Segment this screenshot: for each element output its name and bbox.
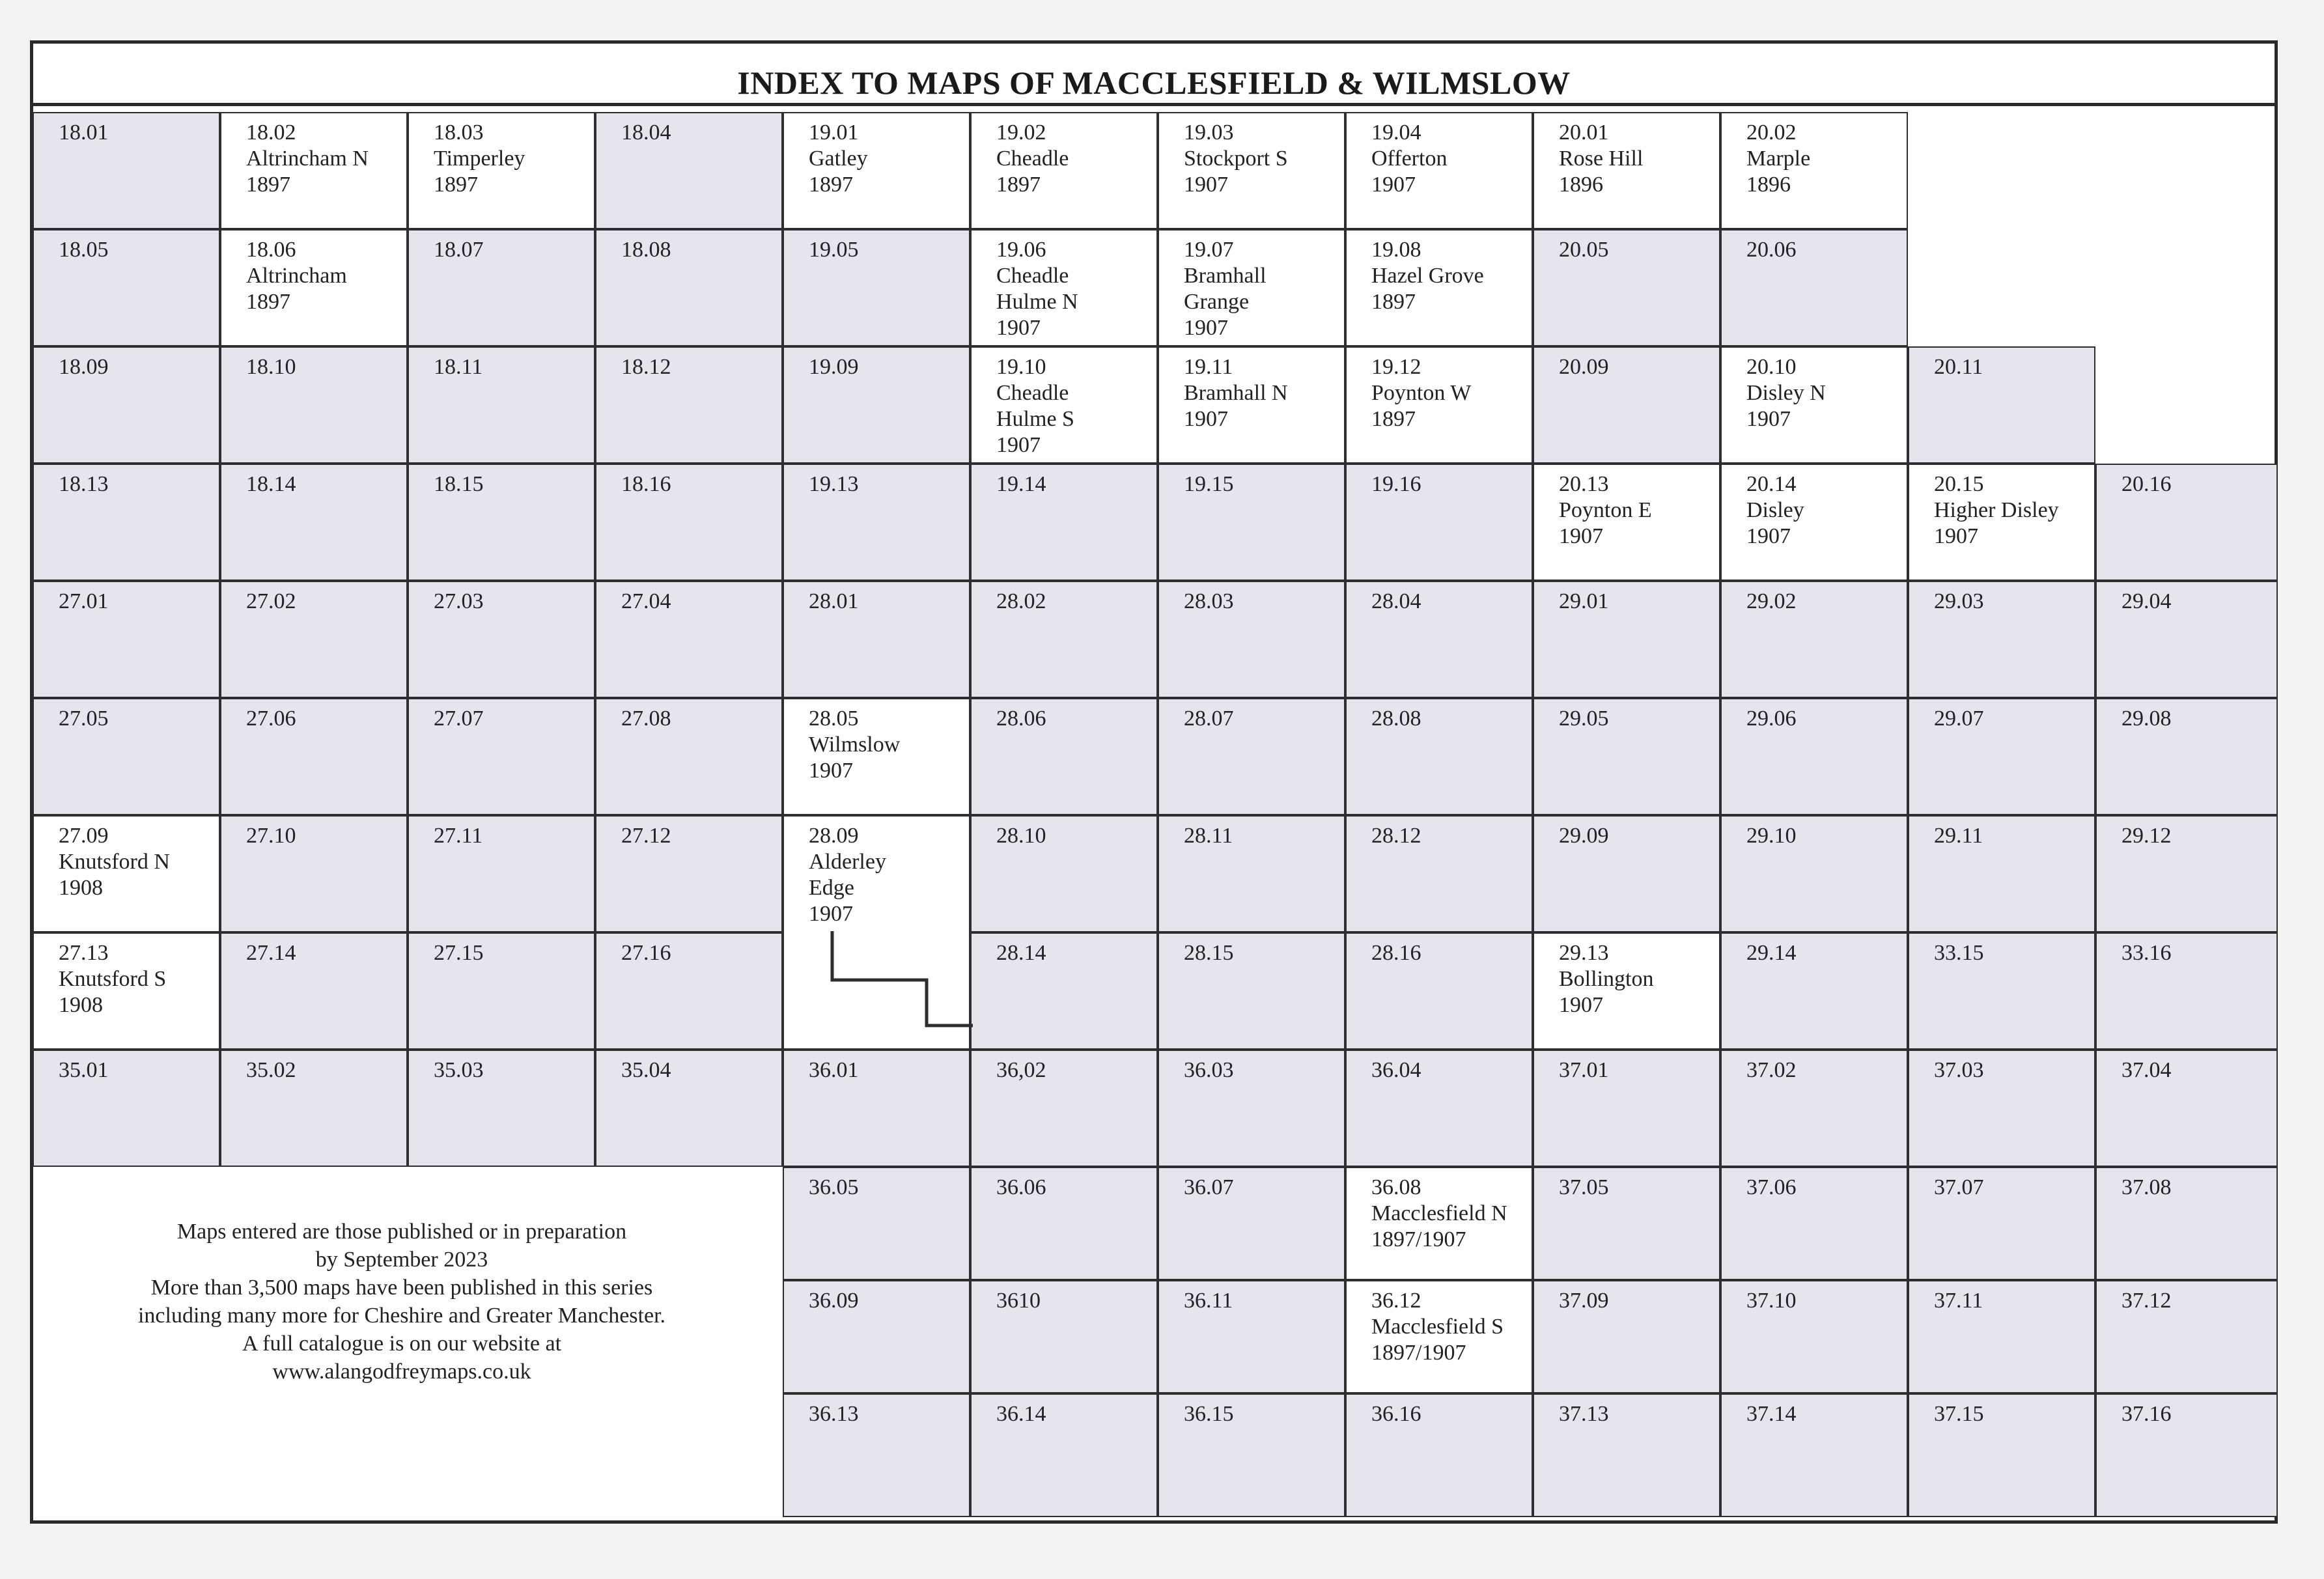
sheet-number: 29.03 bbox=[1934, 589, 1984, 613]
sheet-place-name: Knutsford N bbox=[59, 850, 170, 874]
sheet-place-name: Altrincham N bbox=[246, 147, 369, 171]
sheet-number: 37.12 bbox=[2121, 1289, 2172, 1313]
sheet-number: 28.05 bbox=[809, 706, 859, 731]
sheet-number: 36.07 bbox=[1184, 1175, 1234, 1199]
sheet-place-name: Bramhall N bbox=[1184, 381, 1288, 405]
sheet-number: 37.08 bbox=[2121, 1175, 2172, 1199]
sheet-number: 37.10 bbox=[1746, 1289, 1797, 1313]
sheet-number: 35.03 bbox=[434, 1058, 484, 1082]
sheet-number: 37.07 bbox=[1934, 1175, 1984, 1199]
sheet-number: 27.01 bbox=[59, 589, 109, 613]
sheet-number: 19.15 bbox=[1184, 472, 1234, 496]
sheet-number: 35.04 bbox=[621, 1058, 671, 1082]
sheet-number: 19.07 bbox=[1184, 238, 1234, 262]
sheet-number: 36.15 bbox=[1184, 1402, 1234, 1426]
sheet-number: 20.09 bbox=[1559, 355, 1609, 379]
sheet-number: 18.08 bbox=[621, 238, 671, 262]
sheet-number: 27.02 bbox=[246, 589, 296, 613]
sheet-number: 36.12 bbox=[1371, 1289, 1421, 1313]
sheet-number: 29.05 bbox=[1559, 706, 1609, 731]
sheet-number: 36.05 bbox=[809, 1175, 859, 1199]
sheet-number: 27.14 bbox=[246, 941, 296, 965]
sheet-year: 1897 bbox=[1371, 407, 1416, 431]
sheet-place-name: Offerton bbox=[1371, 147, 1448, 171]
map-title: INDEX TO MAPS OF MACCLESFIELD & WILMSLOW bbox=[737, 64, 1571, 101]
sheet-number: 36.01 bbox=[809, 1058, 859, 1082]
sheet-number: 28.09 bbox=[809, 824, 859, 848]
sheet-number: 37.04 bbox=[2121, 1058, 2172, 1082]
sheet-place-name: Macclesfield N bbox=[1371, 1201, 1507, 1225]
sheet-number: 29.01 bbox=[1559, 589, 1609, 613]
sheet-place-name: Stockport S bbox=[1184, 147, 1288, 171]
sheet-number: 29.06 bbox=[1746, 706, 1797, 731]
sheet-place-name: Hazel Grove bbox=[1371, 264, 1484, 288]
sheet-year: 1896 bbox=[1746, 173, 1791, 197]
sheet-number: 29.07 bbox=[1934, 706, 1984, 731]
sheet-number: 20.11 bbox=[1934, 355, 1983, 379]
sheet-number: 29.09 bbox=[1559, 824, 1609, 848]
sheet-number: 20.05 bbox=[1559, 238, 1609, 262]
sheet-number: 28.11 bbox=[1184, 824, 1233, 848]
sheet-number: 27.10 bbox=[246, 824, 296, 848]
sheet-place-name: Gatley bbox=[809, 147, 868, 171]
sheet-place-name: Hulme S bbox=[996, 407, 1074, 431]
sheet-number: 28.16 bbox=[1371, 941, 1421, 965]
sheet-number: 36.03 bbox=[1184, 1058, 1234, 1082]
sheet-number: 18.03 bbox=[434, 120, 484, 145]
sheet-year: 1907 bbox=[996, 433, 1041, 457]
sheet-number: 36.11 bbox=[1184, 1289, 1233, 1313]
sheet-number: 29.10 bbox=[1746, 824, 1797, 848]
sheet-number: 36.13 bbox=[809, 1402, 859, 1426]
sheet-year: 1908 bbox=[59, 876, 103, 900]
sheet-number: 20.01 bbox=[1559, 120, 1609, 145]
sheet-place-name: Edge bbox=[809, 876, 854, 900]
sheet-place-name: Disley N bbox=[1746, 381, 1826, 405]
sheet-place-name: Poynton E bbox=[1559, 498, 1652, 522]
sheet-number: 19.01 bbox=[809, 120, 859, 145]
sheet-number: 35.02 bbox=[246, 1058, 296, 1082]
sheet-number: 29.13 bbox=[1559, 941, 1609, 965]
sheet-number: 37.03 bbox=[1934, 1058, 1984, 1082]
sheet-number: 27.12 bbox=[621, 824, 671, 848]
sheet-year: 1896 bbox=[1559, 173, 1603, 197]
sheet-number: 37.09 bbox=[1559, 1289, 1609, 1313]
sheet-place-name: Wilmslow bbox=[809, 733, 901, 757]
sheet-number: 18.13 bbox=[59, 472, 109, 496]
sheet-number: 36.06 bbox=[996, 1175, 1046, 1199]
sheet-number: 19.05 bbox=[809, 238, 859, 262]
sheet-number: 29.11 bbox=[1934, 824, 1983, 848]
sheet-year: 1907 bbox=[1559, 993, 1603, 1017]
sheet-number: 18.14 bbox=[246, 472, 296, 496]
sheet-year: 1907 bbox=[1746, 524, 1791, 548]
sheet-number: 28.07 bbox=[1184, 706, 1234, 731]
note-line: by September 2023 bbox=[315, 1248, 488, 1272]
sheet-number: 28.08 bbox=[1371, 706, 1421, 731]
sheet-number: 27.04 bbox=[621, 589, 671, 613]
sheet-place-name: Poynton W bbox=[1371, 381, 1472, 405]
sheet-number: 19.08 bbox=[1371, 238, 1421, 262]
sheet-place-name: Rose Hill bbox=[1559, 147, 1644, 171]
note-line: More than 3,500 maps have been published in this series bbox=[150, 1276, 653, 1300]
sheet-number: 27.03 bbox=[434, 589, 484, 613]
sheet-place-name: Bramhall bbox=[1184, 264, 1267, 288]
sheet-number: 28.10 bbox=[996, 824, 1046, 848]
sheet-place-name: Grange bbox=[1184, 290, 1250, 314]
sheet-number: 36.14 bbox=[996, 1402, 1046, 1426]
sheet-year: 1897 bbox=[434, 173, 478, 197]
sheet-place-name: Cheadle bbox=[996, 147, 1069, 171]
sheet-number: 29.04 bbox=[2121, 589, 2172, 613]
sheet-number: 18.04 bbox=[621, 120, 671, 145]
sheet-number: 18.01 bbox=[59, 120, 109, 145]
sheet-number: 20.14 bbox=[1746, 472, 1797, 496]
sheet-number: 27.05 bbox=[59, 706, 109, 731]
sheet-number: 29.08 bbox=[2121, 706, 2172, 731]
sheet-number: 37.01 bbox=[1559, 1058, 1609, 1082]
sheet-year: 1907 bbox=[1371, 173, 1416, 197]
sheet-number: 37.15 bbox=[1934, 1402, 1984, 1426]
note-line: Maps entered are those published or in preparation bbox=[176, 1220, 627, 1244]
sheet-number: 36.04 bbox=[1371, 1058, 1421, 1082]
sheet-year: 1897 bbox=[1371, 290, 1416, 314]
sheet-number: 36.16 bbox=[1371, 1402, 1421, 1426]
sheet-number: 20.16 bbox=[2121, 472, 2172, 496]
sheet-number: 19.09 bbox=[809, 355, 859, 379]
sheet-number: 37.14 bbox=[1746, 1402, 1797, 1426]
sheet-number: 19.02 bbox=[996, 120, 1046, 145]
sheet-number: 19.14 bbox=[996, 472, 1046, 496]
sheet-number: 33.15 bbox=[1934, 941, 1984, 965]
sheet-year: 1907 bbox=[996, 316, 1041, 340]
sheet-year: 1907 bbox=[1184, 173, 1228, 197]
sheet-number: 19.10 bbox=[996, 355, 1046, 379]
sheet-number: 28.04 bbox=[1371, 589, 1421, 613]
sheet-place-name: Marple bbox=[1746, 147, 1811, 171]
sheet-number: 20.06 bbox=[1746, 238, 1797, 262]
sheet-year: 1897 bbox=[246, 173, 290, 197]
sheet-year: 1907 bbox=[1746, 407, 1791, 431]
sheet-number: 18.11 bbox=[434, 355, 483, 379]
sheet-number: 3610 bbox=[996, 1289, 1041, 1313]
sheet-number: 28.02 bbox=[996, 589, 1046, 613]
sheet-number: 20.15 bbox=[1934, 472, 1984, 496]
sheet-number: 27.11 bbox=[434, 824, 483, 848]
sheet-number: 19.11 bbox=[1184, 355, 1233, 379]
sheet-year: 1897 bbox=[246, 290, 290, 314]
sheet-year: 1907 bbox=[1184, 407, 1228, 431]
sheet-number: 28.12 bbox=[1371, 824, 1421, 848]
sheet-year: 1907 bbox=[1934, 524, 1978, 548]
sheet-year: 1908 bbox=[59, 993, 103, 1017]
sheet-place-name: Hulme N bbox=[996, 290, 1078, 314]
sheet-number: 20.02 bbox=[1746, 120, 1797, 145]
sheet-year: 1897/1907 bbox=[1371, 1341, 1466, 1365]
sheet-number: 37.02 bbox=[1746, 1058, 1797, 1082]
website-link[interactable]: www.alangodfreymaps.co.uk bbox=[272, 1360, 531, 1384]
notes-block bbox=[47, 1218, 757, 1386]
sheet-number: 28.06 bbox=[996, 706, 1046, 731]
sheet-number: 37.13 bbox=[1559, 1402, 1609, 1426]
sheet-number: 19.13 bbox=[809, 472, 859, 496]
sheet-year: 1897/1907 bbox=[1371, 1227, 1466, 1251]
sheet-place-name: Altrincham bbox=[246, 264, 347, 288]
sheet-place-name: Cheadle bbox=[996, 381, 1069, 405]
sheet-place-name: Timperley bbox=[434, 147, 525, 171]
sheet-year: 1897 bbox=[996, 173, 1041, 197]
sheet-number: 18.06 bbox=[246, 238, 296, 262]
sheet-number: 37.11 bbox=[1934, 1289, 1983, 1313]
sheet-number: 18.07 bbox=[434, 238, 484, 262]
sheet-number: 37.06 bbox=[1746, 1175, 1797, 1199]
sheet-number: 27.13 bbox=[59, 941, 109, 965]
sheet-number: 27.06 bbox=[246, 706, 296, 731]
sheet-number: 36,02 bbox=[996, 1058, 1046, 1082]
sheet-number: 19.06 bbox=[996, 238, 1046, 262]
sheet-number: 18.16 bbox=[621, 472, 671, 496]
sheet-number: 29.02 bbox=[1746, 589, 1797, 613]
sheet-number: 27.08 bbox=[621, 706, 671, 731]
sheet-year: 1897 bbox=[809, 173, 853, 197]
sheet-number: 36.09 bbox=[809, 1289, 859, 1313]
boundary-stair-line bbox=[832, 931, 973, 1026]
sheet-number: 27.15 bbox=[434, 941, 484, 965]
sheet-number: 18.05 bbox=[59, 238, 109, 262]
sheet-number: 18.02 bbox=[246, 120, 296, 145]
sheet-number: 19.12 bbox=[1371, 355, 1421, 379]
sheet-place-name: Cheadle bbox=[996, 264, 1069, 288]
sheet-number: 20.10 bbox=[1746, 355, 1797, 379]
sheet-number: 33.16 bbox=[2121, 941, 2172, 965]
sheet-place-name: Higher Disley bbox=[1934, 498, 2059, 522]
sheet-number: 19.03 bbox=[1184, 120, 1234, 145]
sheet-number: 28.01 bbox=[809, 589, 859, 613]
sheet-number: 27.07 bbox=[434, 706, 484, 731]
sheet-place-name: Macclesfield S bbox=[1371, 1315, 1504, 1339]
sheet-year: 1907 bbox=[1559, 524, 1603, 548]
sheet-place-name: Disley bbox=[1746, 498, 1804, 522]
sheet-number: 27.09 bbox=[59, 824, 109, 848]
sheet-number: 18.09 bbox=[59, 355, 109, 379]
sheet-number: 19.16 bbox=[1371, 472, 1421, 496]
sheet-place-name: Alderley bbox=[809, 850, 886, 874]
note-line: A full catalogue is on our website at bbox=[242, 1332, 562, 1356]
sheet-number: 18.10 bbox=[246, 355, 296, 379]
sheet-place-name: Bollington bbox=[1559, 967, 1654, 991]
sheet-number: 35.01 bbox=[59, 1058, 109, 1082]
sheet-number: 19.04 bbox=[1371, 120, 1421, 145]
note-line: including many more for Cheshire and Greater Manchester. bbox=[137, 1304, 666, 1328]
sheet-number: 20.13 bbox=[1559, 472, 1609, 496]
sheet-year: 1907 bbox=[809, 902, 853, 926]
sheet-number: 36.08 bbox=[1371, 1175, 1421, 1199]
sheet-number: 18.15 bbox=[434, 472, 484, 496]
sheet-number: 37.05 bbox=[1559, 1175, 1609, 1199]
sheet-number: 29.12 bbox=[2121, 824, 2172, 848]
sheet-number: 28.14 bbox=[996, 941, 1046, 965]
sheet-number: 28.03 bbox=[1184, 589, 1234, 613]
sheet-number: 27.16 bbox=[621, 941, 671, 965]
sheet-number: 28.15 bbox=[1184, 941, 1234, 965]
sheet-year: 1907 bbox=[1184, 316, 1228, 340]
sheet-number: 29.14 bbox=[1746, 941, 1797, 965]
sheet-place-name: Knutsford S bbox=[59, 967, 167, 991]
sheet-number: 18.12 bbox=[621, 355, 671, 379]
sheet-year: 1907 bbox=[809, 759, 853, 783]
sheet-number: 37.16 bbox=[2121, 1402, 2172, 1426]
